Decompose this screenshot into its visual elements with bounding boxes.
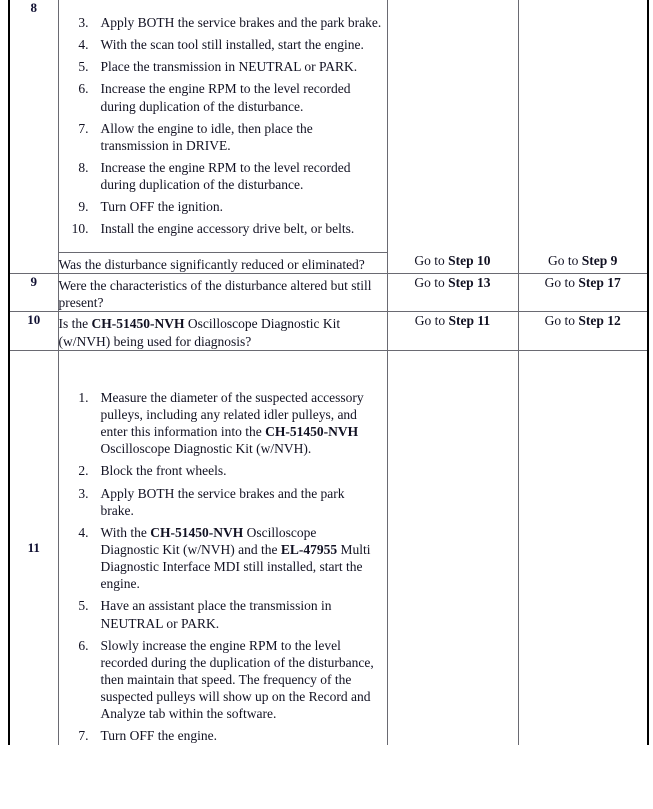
question-cell (58, 273, 387, 312)
list-item (59, 220, 383, 237)
yes-branch-cell (387, 252, 518, 273)
step-number-cell: 10 (9, 312, 58, 351)
table-row (9, 252, 648, 273)
list-marker: 4. (78, 37, 89, 53)
yes-branch-target[interactable]: Step 11 (448, 313, 491, 329)
yes-branch-prefix: Go to (414, 253, 449, 269)
list-item (59, 389, 377, 458)
list-marker: 7. (78, 120, 89, 136)
list-item (59, 597, 377, 631)
list-marker: 3. (78, 485, 89, 501)
list-item-text (101, 389, 377, 458)
text-run: Oscilloscope Diagnostic Kit (w/NVH). (100, 441, 312, 457)
list-item-text: Increase the engine RPM to the level recorded during duplication of the disturbance. (100, 81, 351, 114)
question-text: Were the characteristics of the disturbance altered but still present? (58, 277, 372, 311)
no-branch-cell (518, 252, 648, 273)
table-row (9, 0, 648, 252)
list-item-text: Turn OFF the ignition. (100, 199, 224, 215)
action-cell-list (58, 0, 387, 252)
question-cell (58, 312, 387, 351)
list-marker: 4. (78, 524, 89, 540)
tool-part-number: EL-47955 (280, 542, 338, 557)
list-item (59, 120, 383, 154)
no-branch-target[interactable]: Step 12 (578, 313, 621, 329)
no-branch-target[interactable]: Step 17 (578, 274, 621, 290)
no-cell-upper (518, 0, 648, 252)
no-branch-prefix: Go to (548, 253, 582, 269)
step-number-cell: 11 (9, 350, 58, 744)
action-cell-list (58, 350, 387, 744)
question-text: Was the disturbance significantly reduced or eliminated? (58, 256, 365, 272)
list-marker: 5. (78, 598, 89, 614)
list-marker: 5. (78, 59, 89, 75)
list-spacer (59, 238, 383, 252)
text-run: Measure the diameter of the suspected accessory pulleys, including any related idler pulleys, and enter this information into the (100, 389, 364, 440)
list-marker: 3. (78, 15, 89, 30)
table-row (9, 312, 648, 351)
list-item-text: Install the engine accessory drive belt, or belts. (100, 221, 355, 237)
list-item (59, 524, 377, 593)
text-run: Have an assistant place the transmission in NEUTRAL or PARK. (100, 598, 332, 631)
text-run: Is the (58, 316, 92, 332)
yes-branch-cell (387, 273, 518, 312)
no-branch-cell (518, 273, 648, 312)
list-item-text: Apply BOTH the service brakes and the park brake. (100, 15, 382, 30)
list-item-text (101, 597, 377, 631)
list-marker: 9. (78, 199, 89, 215)
list-marker: 6. (78, 637, 89, 653)
list-item-text: Increase the engine RPM to the level recorded during duplication of the disturbance. (100, 159, 351, 193)
list-item-text (101, 524, 377, 593)
list-item (59, 58, 383, 75)
list-marker: 10. (71, 221, 89, 237)
text-run: Oscilloscope Diagnostic Kit (w/NVH) and the (100, 524, 317, 557)
question-cell (58, 252, 387, 273)
text-run: Multi Diagnostic Interface MDI still installed, start the engine. (100, 542, 371, 592)
list-item (59, 36, 383, 53)
list-marker: 8. (78, 159, 89, 175)
list-marker: 7. (78, 728, 89, 744)
list-item (59, 637, 377, 723)
list-item (59, 14, 383, 31)
list-item-text: Allow the engine to idle, then place the transmission in DRIVE. (100, 120, 313, 153)
tool-part-number: CH-51450-NVH (150, 524, 244, 540)
step-number-cell: 9 (9, 273, 58, 312)
list-marker: 6. (78, 81, 89, 97)
list-item (59, 80, 383, 114)
no-branch-prefix: Go to (544, 313, 579, 329)
text-run: Apply BOTH the service brakes and the park brake. (100, 485, 345, 518)
yes-branch-prefix: Go to (414, 313, 449, 329)
list-item-text (101, 637, 377, 723)
list-marker: 2. (78, 463, 89, 479)
list-item (59, 198, 383, 215)
text-run: Block the front wheels. (100, 463, 227, 479)
question-text (59, 315, 387, 350)
list-item (59, 485, 377, 519)
text-run: Oscilloscope Diagnostic Kit (w/NVH) being used for diagnosis? (58, 316, 341, 349)
no-branch-cell (518, 312, 648, 351)
list-marker: 1. (78, 389, 89, 405)
list-item-text (101, 462, 377, 479)
tool-part-number: CH-51450-NVH (91, 316, 185, 332)
no-branch-prefix: Go to (544, 274, 579, 290)
yes-branch-target[interactable]: Step 10 (448, 253, 491, 269)
yes-cell-empty (387, 350, 518, 744)
yes-branch-cell (387, 312, 518, 351)
list-item (59, 727, 377, 744)
no-branch-target[interactable]: Step 9 (581, 253, 618, 269)
list-item-text: With the scan tool still installed, start the engine. (100, 37, 364, 53)
procedure-list-8 (59, 14, 383, 238)
diagnostic-procedure-table (8, 0, 649, 745)
table-row (9, 350, 648, 744)
step-number-cell: 8 (9, 0, 58, 273)
list-item-text (101, 727, 377, 744)
list-item-text (101, 485, 377, 519)
yes-branch-target[interactable]: Step 13 (448, 274, 491, 290)
yes-branch-prefix: Go to (414, 274, 449, 290)
text-run: Slowly increase the engine RPM to the level recorded during the duplication of the disturbance, then maintain that speed. The frequency of the suspected pulleys will show up on the Record and Analyze tab within the software. (100, 637, 374, 722)
table-row (9, 273, 648, 312)
no-cell-empty (518, 350, 648, 744)
list-item-text: Place the transmission in NEUTRAL or PARK. (100, 59, 358, 75)
list-item (59, 159, 383, 193)
yes-cell-upper (387, 0, 518, 252)
list-item (59, 462, 377, 479)
procedure-list-11 (59, 389, 377, 745)
tool-part-number: CH-51450-NVH (265, 424, 359, 440)
text-run: Turn OFF the engine. (100, 728, 218, 744)
text-run: With the (100, 524, 151, 540)
